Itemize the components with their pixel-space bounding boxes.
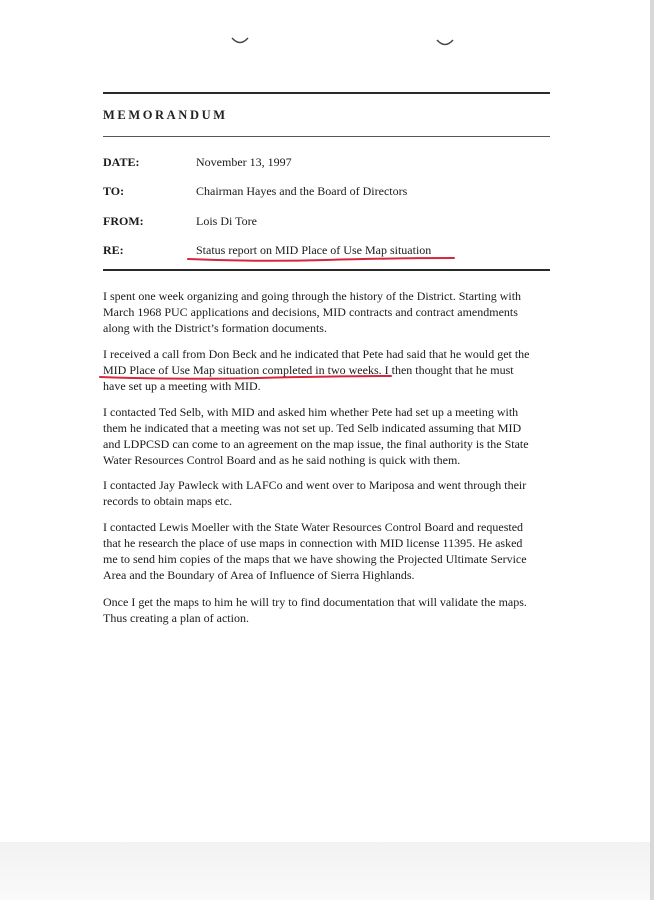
- paragraph-4: [103, 477, 549, 509]
- re-value: Status report on MID Place of Use Map situation: [196, 243, 432, 257]
- scan-right-edge: [650, 0, 654, 900]
- top-rule: [103, 92, 550, 94]
- paragraph-3: [103, 404, 549, 468]
- paragraph-line: I contacted Lewis Moeller with the State Water Resources Control Board and requested: [103, 520, 524, 534]
- memo-title: MEMORANDUM: [103, 108, 228, 122]
- paragraph-line: I contacted Ted Selb, with MID and asked him whether Pete had set up a meeting with: [103, 405, 519, 419]
- paragraph-line: Area and the Boundary of Area of Influence of Sierra Highlands.: [103, 568, 415, 582]
- to-value: Chairman Hayes and the Board of Directors: [196, 184, 408, 198]
- paragraph-line: and LDPCSD can come to an agreement on the map issue, the final authority is the State: [103, 437, 529, 451]
- date-value: November 13, 1997: [196, 155, 292, 169]
- scan-bottom-edge: [0, 842, 654, 900]
- paragraph-1: [103, 288, 549, 336]
- paragraph-2: [103, 346, 549, 394]
- re-label: RE:: [103, 243, 124, 257]
- paragraph-line: Once I get the maps to him he will try to find documentation that will validate the maps.: [103, 595, 527, 609]
- from-label: FROM:: [103, 214, 144, 228]
- paragraph-line: me to send him copies of the maps that we have showing the Projected Ultimate Service: [103, 552, 527, 566]
- punch-mark-left: [231, 36, 249, 46]
- paragraph-line: along with the District’s formation documents.: [103, 321, 327, 335]
- paragraph-line: MID Place of Use Map situation completed in two weeks. I then thought that he must: [103, 363, 514, 377]
- re-red-underline: [186, 254, 456, 264]
- to-label: TO:: [103, 184, 125, 198]
- header-rule: [103, 269, 550, 271]
- paragraph-line: have set up a meeting with MID.: [103, 379, 261, 393]
- paragraph-line: I spent one week organizing and going through the history of the District. Starting with: [103, 289, 522, 303]
- paragraph-6: [103, 594, 549, 626]
- paragraph-line: Water Resources Control Board and as he said nothing is quick with them.: [103, 453, 461, 467]
- date-label: DATE:: [103, 155, 140, 169]
- paragraph-line: I received a call from Don Beck and he indicated that Pete had said that he would get the: [103, 347, 530, 361]
- paragraph-line: Thus creating a plan of action.: [103, 611, 249, 625]
- title-rule: [103, 136, 550, 137]
- paragraph-5: [103, 519, 549, 583]
- paragraph-line: records to obtain maps etc.: [103, 494, 232, 508]
- paragraph-line: that he research the place of use maps in connection with MID license 11395. He asked: [103, 536, 523, 550]
- paragraph-line: I contacted Jay Pawleck with LAFCo and went over to Mariposa and went through their: [103, 478, 527, 492]
- from-value: Lois Di Tore: [196, 214, 257, 228]
- paragraph-line: March 1968 PUC applications and decisions, MID contracts and contract amendments: [103, 305, 518, 319]
- body-red-underline: [98, 373, 393, 383]
- punch-mark-right: [436, 38, 454, 48]
- paragraph-line: them he indicated that a meeting was not set up. Ted Selb indicated assuming that MID: [103, 421, 522, 435]
